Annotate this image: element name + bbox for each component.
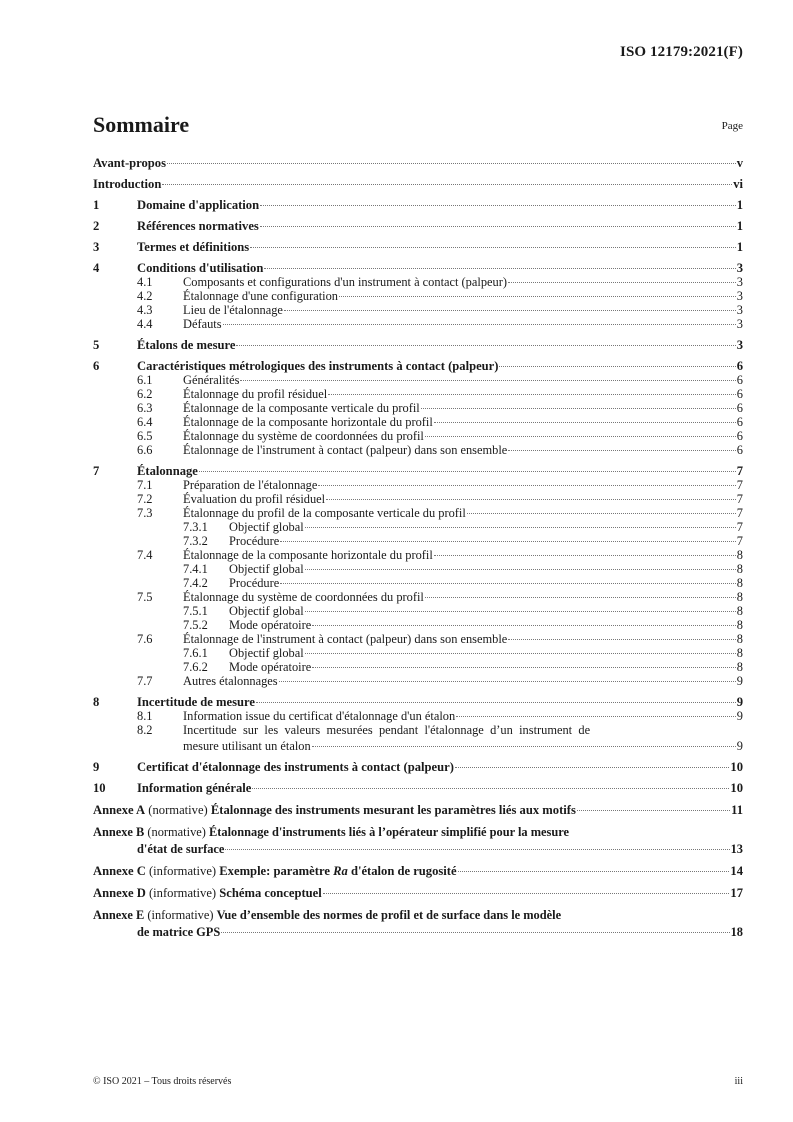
- toc-entry-number: 7.3: [137, 506, 153, 520]
- toc-entry-page: 14: [730, 864, 743, 878]
- toc-entry-number: 6.6: [137, 443, 153, 457]
- toc-entry-number: 9: [93, 760, 100, 774]
- toc-entry-title: Caractéristiques métrologiques des instruments à contact (palpeur): [137, 359, 499, 373]
- dot-leader: [162, 184, 732, 185]
- annex-title: Schéma conceptuel: [219, 886, 322, 900]
- toc-entry-title: Étalonnage de la composante horizontale du profil: [183, 548, 433, 562]
- annex-type: (normative): [147, 825, 206, 839]
- annex-title-post: d'étalon de rugosité: [350, 864, 457, 878]
- dot-leader: [318, 485, 735, 486]
- toc-entry-page: 7: [736, 506, 743, 520]
- annex-title-pre: Exemple: paramètre: [219, 864, 330, 878]
- toc-entry-number: 6.2: [137, 387, 153, 401]
- toc-entry-page: 3: [736, 289, 743, 303]
- toc-entry-page: 3: [736, 303, 743, 317]
- page-title: Sommaire: [93, 112, 190, 137]
- toc-entry-page: 11: [731, 803, 743, 817]
- toc-entry-page: 3: [736, 275, 743, 289]
- dot-leader: [326, 499, 736, 500]
- toc-entry-title: Étalonnage d'une configuration: [183, 289, 338, 303]
- toc-entry-page: 6: [736, 359, 743, 373]
- toc-entry-number: 6.4: [137, 415, 153, 429]
- toc-entry-number: 4.4: [137, 317, 153, 331]
- toc-entry-title: Étalonnage du profil de la composante verticale du profil: [183, 506, 466, 520]
- annex-title-line2: d'état de surface: [137, 842, 225, 856]
- toc-entry-number: 3: [93, 240, 100, 254]
- annex-label: Annexe D: [93, 886, 146, 900]
- toc-entry-title: Lieu de l'étalonnage: [183, 303, 283, 317]
- toc-entry-3[interactable]: [93, 240, 743, 254]
- toc-entry-page: 8: [736, 576, 743, 590]
- toc-entry-page: 1: [736, 219, 743, 233]
- toc-entry-page: 9: [736, 709, 743, 723]
- toc-entry-number: 7.4.2: [183, 576, 208, 590]
- toc-entry-page: 8: [736, 632, 743, 646]
- toc-entry-page: 1: [736, 240, 743, 254]
- dot-leader: [240, 380, 735, 381]
- table-of-contents: [93, 156, 743, 939]
- toc-entry-page: 9: [736, 739, 743, 753]
- toc-entry-title: Étalonnage de l'instrument à contact (palpeur) dans son ensemble: [183, 443, 508, 457]
- toc-entry-page: 8: [736, 562, 743, 576]
- dot-leader: [221, 932, 729, 933]
- toc-entry-2[interactable]: [93, 219, 743, 233]
- toc-entry-number: 4.2: [137, 289, 153, 303]
- dot-leader: [508, 639, 736, 640]
- toc-entry-title: Étalonnage de la composante horizontale du profil: [183, 415, 433, 429]
- toc-entry-title: Conditions d'utilisation: [137, 261, 264, 275]
- dot-leader: [499, 366, 735, 367]
- toc-entry-number: 6.1: [137, 373, 153, 387]
- toc-entry-page: 6: [736, 401, 743, 415]
- annex-title: Étalonnage des instruments mesurant les paramètres liés aux motifs: [210, 803, 576, 817]
- dot-leader: [312, 625, 736, 626]
- toc-entry-number: 7.5.2: [183, 618, 208, 632]
- toc-entry-title: Objectif global: [229, 604, 304, 618]
- toc-entry-title: Information issue du certificat d'étalonnage d'un étalon: [183, 709, 456, 723]
- dot-leader: [280, 541, 736, 542]
- annex-type: (informative): [148, 864, 217, 878]
- dot-leader: [305, 611, 736, 612]
- toc-entry-page: 6: [736, 373, 743, 387]
- annex-title-line1: Vue d’ensemble des normes de profil et de surface dans le modèle: [216, 908, 562, 922]
- toc-entry-page: 8: [736, 548, 743, 562]
- toc-entry-page: v: [736, 156, 743, 170]
- toc-entry-number: 1: [93, 198, 100, 212]
- toc-entry-number: 7.3.2: [183, 534, 208, 548]
- dot-leader: [223, 324, 736, 325]
- toc-entry-7-7[interactable]: [93, 674, 743, 688]
- toc-entry-title: Préparation de l'étalonnage: [183, 478, 318, 492]
- toc-entry-6-2[interactable]: [93, 387, 743, 401]
- dot-leader: [467, 513, 736, 514]
- page-column-label: Page: [721, 120, 743, 132]
- toc-entry-number: 7.6.1: [183, 646, 208, 660]
- toc-entry-page: 3: [736, 261, 743, 275]
- toc-entry-title: Domaine d'application: [137, 198, 260, 212]
- toc-entry-7-6-1[interactable]: [93, 646, 743, 660]
- toc-entry-6-6[interactable]: [93, 443, 743, 457]
- toc-entry-page: 8: [736, 646, 743, 660]
- toc-entry-title: Évaluation du profil résiduel: [183, 492, 326, 506]
- toc-entry-number: 6.3: [137, 401, 153, 415]
- annex-label: Annexe A: [93, 803, 146, 817]
- toc-entry-6-5[interactable]: [93, 429, 743, 443]
- dot-leader: [425, 436, 736, 437]
- toc-entry-page: 8: [736, 590, 743, 604]
- toc-entry-title-line1: Incertitude sur les valeurs mesurées pendant l'étalonnage d’un instrument de: [183, 723, 591, 737]
- toc-entry-page: 8: [736, 618, 743, 632]
- dot-leader: [425, 597, 736, 598]
- toc-annex-e[interactable]: [93, 908, 743, 939]
- dot-leader: [284, 310, 736, 311]
- toc-entry-number: 4.3: [137, 303, 153, 317]
- toc-entry-page: 1: [736, 198, 743, 212]
- toc-entry-title-line2: mesure utilisant un étalon: [183, 739, 311, 753]
- toc-entry-title: Étalonnage du profil résiduel: [183, 387, 328, 401]
- toc-entry-8-1[interactable]: [93, 709, 743, 723]
- toc-entry-number: 10: [93, 781, 106, 795]
- toc-entry-page: 9: [736, 674, 743, 688]
- toc-entry-title: Certificat d'étalonnage des instruments à contact (palpeur): [137, 760, 454, 774]
- toc-entry-7[interactable]: [93, 464, 743, 478]
- toc-entry-number: 7: [93, 464, 100, 478]
- toc-entry-title: Objectif global: [229, 520, 304, 534]
- toc-annex-d[interactable]: [93, 886, 743, 900]
- toc-entry-title: Étalonnage du système de coordonnées du profil: [183, 590, 424, 604]
- toc-entry-page: 7: [736, 534, 743, 548]
- toc-entry-number: 6: [93, 359, 100, 373]
- dot-leader: [456, 716, 736, 717]
- annex-label: Annexe B: [93, 825, 145, 839]
- toc-entry-page: 17: [730, 886, 743, 900]
- dot-leader: [458, 871, 730, 872]
- toc-entry-number: 7.2: [137, 492, 153, 506]
- dot-leader: [339, 296, 736, 297]
- toc-entry-7-6-2[interactable]: [93, 660, 743, 674]
- toc-entry-4[interactable]: [93, 261, 743, 275]
- toc-entry-title: Autres étalonnages: [183, 674, 278, 688]
- dot-leader: [577, 810, 730, 811]
- footer-page-number: iii: [734, 1076, 743, 1087]
- toc-entry-title: Objectif global: [229, 562, 304, 576]
- toc-entry-page: 6: [736, 429, 743, 443]
- toc-entry-4-3[interactable]: [93, 303, 743, 317]
- dot-leader: [280, 583, 736, 584]
- dot-leader: [252, 788, 729, 789]
- document-id: ISO 12179:2021(F): [620, 44, 743, 60]
- toc-entry-title: Procédure: [229, 576, 280, 590]
- toc-entry-title: Termes et définitions: [137, 240, 250, 254]
- dot-leader: [328, 394, 736, 395]
- toc-entry-number: 7.7: [137, 674, 153, 688]
- dot-leader: [323, 893, 730, 894]
- dot-leader: [434, 555, 736, 556]
- dot-leader: [199, 471, 736, 472]
- toc-entry-7-3-2[interactable]: [93, 534, 743, 548]
- toc-entry-page: 8: [736, 604, 743, 618]
- toc-entry-7-4[interactable]: [93, 548, 743, 562]
- dot-leader: [305, 653, 736, 654]
- toc-entry-5[interactable]: [93, 338, 743, 352]
- annex-label: Annexe E: [93, 908, 145, 922]
- annex-label: Annexe C: [93, 864, 146, 878]
- toc-entry-title: Introduction: [93, 177, 162, 191]
- dot-leader: [434, 422, 736, 423]
- toc-entry-avant-propos[interactable]: [93, 156, 743, 170]
- toc-entry-title: Étalonnage du système de coordonnées du profil: [183, 429, 424, 443]
- toc-entry-4-2[interactable]: [93, 289, 743, 303]
- dot-leader: [264, 268, 735, 269]
- toc-entry-page: 3: [736, 338, 743, 352]
- toc-entry-title: Mode opératoire: [229, 618, 312, 632]
- toc-entry-number: 7.6.2: [183, 660, 208, 674]
- toc-entry-7-2[interactable]: [93, 492, 743, 506]
- toc-entry-title: Procédure: [229, 534, 280, 548]
- toc-entry-page: 3: [736, 317, 743, 331]
- annex-title-line1: Étalonnage d'instruments liés à l’opérateur simplifié pour la mesure: [209, 825, 570, 839]
- toc-entry-title: Information générale: [137, 781, 252, 795]
- toc-entry-page: 7: [736, 492, 743, 506]
- toc-entry-page: 7: [736, 478, 743, 492]
- toc-entry-9[interactable]: [93, 760, 743, 774]
- dot-leader: [508, 450, 736, 451]
- annex-type: (informative): [148, 886, 217, 900]
- toc-entry-7-6[interactable]: [93, 632, 743, 646]
- toc-entry-number: 7.5.1: [183, 604, 208, 618]
- toc-entry-7-4-2[interactable]: [93, 576, 743, 590]
- annex-title-line2: de matrice GPS: [137, 925, 221, 939]
- toc-entry-number: 4.1: [137, 275, 153, 289]
- toc-entry-page: 8: [736, 660, 743, 674]
- toc-entry-7-5-1[interactable]: [93, 604, 743, 618]
- toc-entry-title: Défauts: [183, 317, 222, 331]
- toc-annex-b[interactable]: [93, 825, 743, 856]
- toc-entry-7-4-1[interactable]: [93, 562, 743, 576]
- toc-entry-title: Incertitude de mesure: [137, 695, 255, 709]
- toc-entry-number: 7.5: [137, 590, 153, 604]
- toc-entry-6-3[interactable]: [93, 401, 743, 415]
- toc-entry-10[interactable]: [93, 781, 743, 795]
- toc-entry-title: Étalonnage de la composante verticale du profil: [183, 401, 420, 415]
- dot-leader: [508, 282, 736, 283]
- annex-type: (informative): [147, 908, 214, 922]
- toc-entry-6-4[interactable]: [93, 415, 743, 429]
- toc-entry-title: Références normatives: [137, 219, 259, 233]
- toc-entry-4-4[interactable]: [93, 317, 743, 331]
- toc-entry-title: Objectif global: [229, 646, 304, 660]
- toc-entry-number: 5: [93, 338, 100, 352]
- toc-entry-number: 6.5: [137, 429, 153, 443]
- toc-entry-number: 7.4.1: [183, 562, 208, 576]
- dot-leader: [312, 667, 736, 668]
- toc-entry-number: 8.1: [137, 709, 153, 723]
- dot-leader: [421, 408, 736, 409]
- dot-leader: [305, 527, 736, 528]
- toc-entry-4-1[interactable]: [93, 275, 743, 289]
- toc-entry-7-3-1[interactable]: [93, 520, 743, 534]
- annex-type: (normative): [148, 803, 208, 817]
- annex-title-italic: Ra: [333, 864, 348, 878]
- toc-entry-number: 2: [93, 219, 100, 233]
- toc-entry-6[interactable]: [93, 359, 743, 373]
- toc-entry-page: 6: [736, 387, 743, 401]
- toc-entry-7-5-2[interactable]: [93, 618, 743, 632]
- toc-entry-number: 7.3.1: [183, 520, 208, 534]
- dot-leader: [279, 681, 736, 682]
- toc-entry-1[interactable]: [93, 198, 743, 212]
- toc-entry-6-1[interactable]: [93, 373, 743, 387]
- dot-leader: [250, 247, 736, 248]
- toc-entry-7-1[interactable]: [93, 478, 743, 492]
- dot-leader: [236, 345, 735, 346]
- toc-entry-page: vi: [733, 177, 743, 191]
- dot-leader: [455, 767, 730, 768]
- dot-leader: [260, 226, 736, 227]
- footer-copyright: © ISO 2021 – Tous droits réservés: [93, 1076, 232, 1087]
- toc-entry-page: 10: [730, 760, 743, 774]
- toc-entry-page: 6: [736, 415, 743, 429]
- toc-entry-title: Étalonnage: [137, 464, 198, 478]
- dot-leader: [312, 746, 736, 747]
- toc-entry-number: 8.2: [137, 723, 153, 737]
- toc-entry-page: 9: [736, 695, 743, 709]
- toc-entry-number: 7.1: [137, 478, 153, 492]
- toc-entry-number: 7.6: [137, 632, 153, 646]
- dot-leader: [256, 702, 736, 703]
- toc-annex-c[interactable]: [93, 864, 743, 878]
- toc-entry-page: 18: [730, 925, 743, 939]
- toc-entry-number: 4: [93, 261, 100, 275]
- toc-entry-page: 7: [736, 464, 743, 478]
- toc-entry-page: 10: [730, 781, 743, 795]
- toc-entry-page: 6: [736, 443, 743, 457]
- toc-annex-a[interactable]: [93, 803, 743, 817]
- dot-leader: [260, 205, 736, 206]
- toc-entry-page: 13: [730, 842, 743, 856]
- toc-entry-8[interactable]: [93, 695, 743, 709]
- toc-entry-title: Généralités: [183, 373, 240, 387]
- dot-leader: [225, 849, 729, 850]
- toc-entry-title: Étalonnage de l'instrument à contact (palpeur) dans son ensemble: [183, 632, 508, 646]
- toc-entry-title: Mode opératoire: [229, 660, 312, 674]
- dot-leader: [305, 569, 736, 570]
- toc-entry-page: 7: [736, 520, 743, 534]
- toc-entry-8-2[interactable]: [93, 723, 743, 753]
- toc-entry-number: 8: [93, 695, 100, 709]
- toc-entry-introduction[interactable]: [93, 177, 743, 191]
- toc-entry-7-5[interactable]: [93, 590, 743, 604]
- toc-entry-title: Avant-propos: [93, 156, 167, 170]
- dot-leader: [167, 163, 736, 164]
- toc-entry-7-3[interactable]: [93, 506, 743, 520]
- toc-entry-number: 7.4: [137, 548, 153, 562]
- toc-entry-title: Composants et configurations d'un instrument à contact (palpeur): [183, 275, 507, 289]
- toc-entry-title: Étalons de mesure: [137, 338, 236, 352]
